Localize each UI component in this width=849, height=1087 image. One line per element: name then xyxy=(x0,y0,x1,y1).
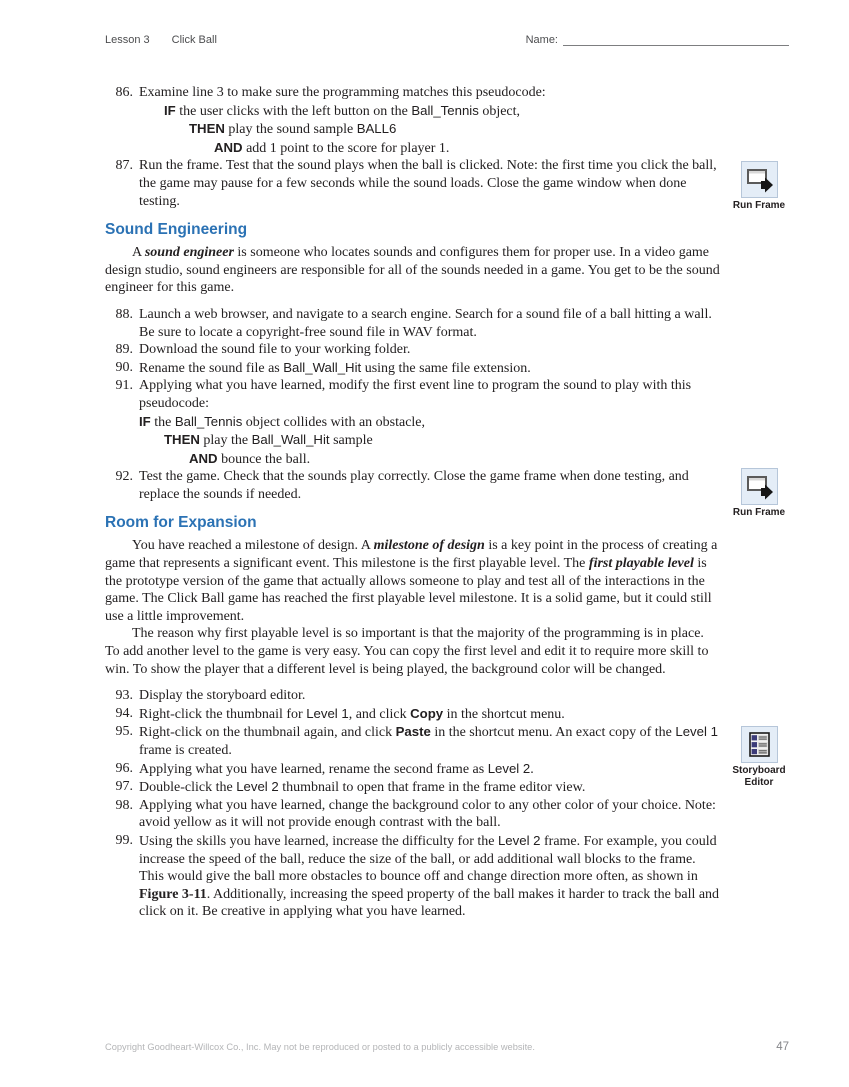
text-segment: Right-click the thumbnail for xyxy=(139,706,307,722)
list-text xyxy=(139,306,721,341)
list-item xyxy=(105,797,721,832)
list-item xyxy=(105,341,721,359)
list-item xyxy=(105,723,721,759)
list-number: 97. xyxy=(115,779,133,795)
text-segment: A xyxy=(132,245,145,261)
text-segment: AND xyxy=(214,139,243,155)
list-number: 93. xyxy=(115,688,133,704)
run-frame-icon xyxy=(741,468,778,505)
text-segment: using the same file extension. xyxy=(361,360,531,376)
text-segment: in the shortcut menu. An exact copy of the xyxy=(430,725,676,741)
list-number: 90. xyxy=(115,359,133,375)
text-segment: Level 1 xyxy=(675,724,718,740)
margin-icon-storyboard-editor xyxy=(728,726,790,789)
text-segment: Download the sound file to your working folder. xyxy=(139,342,411,358)
text-segment: BALL6 xyxy=(356,121,397,137)
list-number: 91. xyxy=(115,378,133,394)
text-segment: Test the game. Check that the sounds play correctly. Close the game frame when done testing, and replace the sounds if needed. xyxy=(139,469,689,502)
list-number: 86. xyxy=(115,85,133,100)
list-number: 88. xyxy=(115,306,133,322)
text-segment: Right-click on the thumbnail again, and click xyxy=(139,725,396,741)
text-segment: AND xyxy=(189,450,218,466)
run-frame-icon xyxy=(741,161,778,198)
text-segment: is someone who locates sounds and configures them for proper use. In a video game design studio, sound engineers are responsible for all of the sounds needed in a game. You get to be the sound engineer for this game. xyxy=(105,245,720,296)
text-segment: Ball_Wall_Hit xyxy=(251,432,330,448)
text-segment: Copy xyxy=(410,705,444,721)
text-segment: Sound Engineering xyxy=(105,221,248,239)
list-item-body xyxy=(139,687,721,705)
pseudocode-line xyxy=(139,102,721,121)
list-item-body xyxy=(139,797,721,832)
document-body xyxy=(105,84,721,921)
text-segment: Ball_Wall_Hit xyxy=(283,359,362,375)
list-number: 87. xyxy=(115,158,133,174)
text-segment: is the prototype version of the game that actually allows someone to play and test all of the interactions in the game. The Click Ball game has reached the first playable level milestone. It is a solid game, but it could still use a little improvement. xyxy=(105,556,712,624)
text-segment: Level 2 xyxy=(497,832,541,848)
list-item-body xyxy=(139,778,721,797)
text-segment: Room for Expansion xyxy=(105,514,257,532)
storyboard-editor-label: Storyboard Editor xyxy=(732,765,786,788)
name-blank-line xyxy=(563,34,789,46)
list-item-body xyxy=(139,723,721,759)
margin-icon-run-frame-2 xyxy=(728,468,790,519)
list-number: 99. xyxy=(115,832,133,848)
list-text xyxy=(139,84,721,102)
paragraph xyxy=(105,625,721,678)
text-segment: , and click xyxy=(348,706,411,722)
text-segment: the user clicks with the left button on the xyxy=(175,103,412,119)
text-segment: the xyxy=(150,414,175,430)
text-segment: play the xyxy=(199,433,252,449)
text-segment: Run the frame. Test that the sound plays when the ball is clicked. Note: the first time you click the ball, the game may pause for a few seconds while the sound loads. Close the game window when done testing. xyxy=(139,158,717,209)
text-segment: milestone of design xyxy=(373,538,485,554)
storyboard-editor-icon xyxy=(741,726,778,763)
text-segment: thumbnail to open that frame in the frame editor view. xyxy=(278,780,586,796)
list-item xyxy=(105,760,721,779)
text-segment: Level 2 xyxy=(236,779,279,795)
text-segment: Using the skills you have learned, increase the difficulty for the xyxy=(139,833,498,849)
list-text xyxy=(139,797,721,832)
list-item-body xyxy=(139,377,721,468)
text-segment: sound engineer xyxy=(144,245,234,261)
list-number: 92. xyxy=(115,469,133,485)
text-segment: Ball_Tennis xyxy=(411,102,479,118)
page-header xyxy=(105,34,789,46)
text-segment: Applying what you have learned, rename the second frame as xyxy=(139,761,488,777)
text-segment: You have reached a milestone of design. A xyxy=(132,538,374,554)
page-number: 47 xyxy=(776,1041,789,1053)
list-text xyxy=(139,377,721,412)
text-segment: Applying what you have learned, modify the first event line to program the sound to play with this pseudocode: xyxy=(139,378,692,411)
text-segment: Ball_Tennis xyxy=(174,413,243,429)
text-segment: add 1 point to the score for player 1. xyxy=(242,140,450,156)
section-heading xyxy=(105,221,721,239)
list-item-body xyxy=(139,832,721,921)
name-label: Name: xyxy=(525,34,558,46)
header-lesson-title xyxy=(105,34,217,46)
list-item-body xyxy=(139,359,721,378)
pseudocode-line xyxy=(139,413,721,432)
list-text xyxy=(139,687,721,705)
text-segment: Examine line 3 to make sure the programming matches this pseudocode: xyxy=(139,85,546,100)
pseudocode-line xyxy=(139,139,721,158)
list-item-body xyxy=(139,468,721,503)
list-number: 89. xyxy=(115,342,133,358)
list-text xyxy=(139,157,721,210)
text-segment: Paste xyxy=(395,724,431,740)
list-item xyxy=(105,778,721,797)
copyright-notice: Copyright Goodheart-Willcox Co., Inc. May not be reproduced or posted to a publicly accessible website. xyxy=(105,1042,535,1052)
pseudocode-line xyxy=(139,431,721,450)
list-item-body xyxy=(139,341,721,359)
run-frame-label: Run Frame xyxy=(732,507,786,518)
text-segment: Figure 3-11 xyxy=(139,886,207,902)
list-number: 95. xyxy=(115,724,133,740)
list-item xyxy=(105,687,721,705)
list-item-body xyxy=(139,705,721,724)
paragraph xyxy=(105,244,721,297)
text-segment: Launch a web browser, and navigate to a search engine. Search for a sound file of a ball hitting a wall. Be sure to locate a copyright-free sound file in WAV format. xyxy=(139,306,712,340)
text-segment: Applying what you have learned, change the background color to any other color of your choice. Note: avoid yellow as it will not provide enough contrast with the ball. xyxy=(139,797,716,831)
list-item xyxy=(105,306,721,341)
list-text xyxy=(139,359,721,378)
text-segment: Rename the sound file as xyxy=(139,360,284,376)
paragraph xyxy=(105,537,721,625)
text-segment: object, xyxy=(478,103,521,119)
text-segment: . Additionally, increasing the speed property of the ball makes it harder to track the ball and click on it. Be creative in applying what you have learned. xyxy=(139,886,720,920)
page-footer xyxy=(105,1041,789,1053)
pseudocode-line xyxy=(139,120,721,139)
list-item xyxy=(105,359,721,378)
text-segment: IF xyxy=(139,413,151,429)
lesson-name: Click Ball xyxy=(171,34,217,46)
list-text xyxy=(139,760,721,779)
text-segment: Double-click the xyxy=(139,780,237,796)
list-item-body xyxy=(139,84,721,157)
list-number: 94. xyxy=(115,705,133,721)
margin-icon-run-frame-1 xyxy=(728,161,790,212)
text-segment: The reason why first playable level is so important is that the majority of the programming is in place. To add another level to the game is very easy. You can copy the first level and edit it to require more skill to win. To show the player that a different level is being played, the background color will be changed. xyxy=(105,626,709,677)
text-segment: in the shortcut menu. xyxy=(443,706,565,722)
text-segment: Level 1 xyxy=(306,705,349,721)
text-segment: is a key point in the process of creating a game that represents a significant event. This milestone is the first playable level. The xyxy=(105,538,718,572)
list-item-body xyxy=(139,306,721,341)
list-text xyxy=(139,468,721,503)
text-segment: . xyxy=(530,761,534,777)
list-item xyxy=(105,157,721,210)
text-segment: bounce the ball. xyxy=(217,451,311,467)
list-item xyxy=(105,468,721,503)
text-segment: play the sound sample xyxy=(224,122,357,138)
list-text xyxy=(139,832,721,921)
list-item xyxy=(105,377,721,468)
list-text xyxy=(139,778,721,797)
text-segment: THEN xyxy=(189,121,225,137)
run-frame-label: Run Frame xyxy=(732,200,786,211)
list-item xyxy=(105,84,721,157)
list-text xyxy=(139,723,721,759)
list-item-body xyxy=(139,157,721,210)
pseudocode-line xyxy=(139,450,721,469)
list-number: 96. xyxy=(115,760,133,776)
text-segment: Level 2 xyxy=(487,760,531,776)
text-segment: Display the storyboard editor. xyxy=(139,688,306,704)
text-segment: frame. For example, you could increase the speed of the ball, reduce the size of the ball, or add additional wall blocks to the frame. This would give the ball more obstacles to bounce off and change direction more often, as shown in xyxy=(139,833,717,885)
text-segment: object collides with an obstacle, xyxy=(242,414,426,430)
text-segment: THEN xyxy=(164,432,200,448)
list-item xyxy=(105,705,721,724)
list-item-body xyxy=(139,760,721,779)
lesson-number: Lesson 3 xyxy=(105,34,150,46)
text-segment: IF xyxy=(164,102,176,118)
list-text xyxy=(139,705,721,724)
list-number: 98. xyxy=(115,797,133,813)
list-item xyxy=(105,832,721,921)
section-heading xyxy=(105,514,721,532)
name-field xyxy=(526,34,789,46)
list-text xyxy=(139,341,721,359)
text-segment: first playable level xyxy=(588,556,694,572)
text-segment: frame is created. xyxy=(139,743,232,758)
text-segment: sample xyxy=(329,433,373,449)
